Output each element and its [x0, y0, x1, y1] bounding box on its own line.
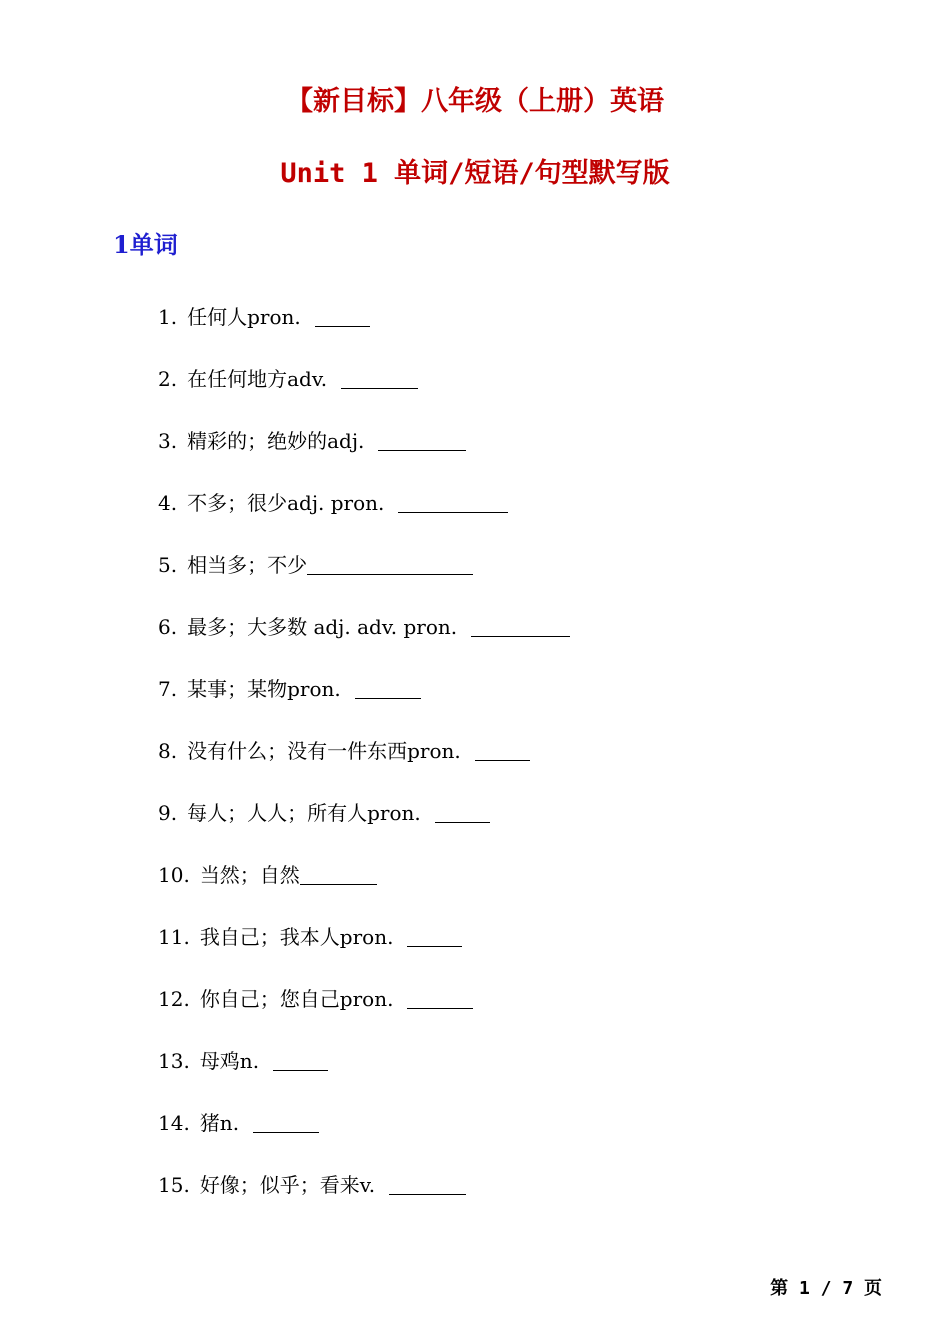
item-number: 1.: [158, 305, 178, 329]
answer-blank[interactable]: [355, 672, 421, 699]
list-item: [158, 548, 570, 610]
answer-blank[interactable]: [407, 982, 473, 1009]
document-title: 【新目标】八年级（上册）英语: [286, 86, 664, 117]
item-number: 9.: [158, 801, 178, 825]
answer-blank[interactable]: [307, 548, 473, 575]
answer-blank[interactable]: [389, 1168, 466, 1195]
item-number: 13.: [158, 1049, 190, 1073]
item-number: 12.: [158, 987, 190, 1011]
item-prompt: 精彩的；绝妙的adj.: [187, 429, 365, 453]
item-prompt: 在任何地方adv.: [187, 367, 328, 391]
vocab-list: [158, 300, 570, 1230]
item-prompt: 当然；自然: [199, 863, 300, 887]
list-item: [158, 672, 570, 734]
answer-blank[interactable]: [253, 1106, 319, 1133]
item-number: 4.: [158, 491, 178, 515]
item-prompt: 母鸡n.: [199, 1049, 260, 1073]
item-prompt: 任何人pron.: [187, 305, 301, 329]
document-subtitle: Unit 1 单词/短语/句型默写版: [280, 158, 670, 189]
item-number: 5.: [158, 553, 178, 577]
item-prompt: 某事；某物pron.: [187, 677, 341, 701]
item-number: 10.: [158, 863, 190, 887]
list-item: [158, 300, 570, 362]
answer-blank[interactable]: [435, 796, 490, 823]
list-item: [158, 858, 570, 920]
answer-blank[interactable]: [471, 610, 570, 637]
list-item: [158, 486, 570, 548]
answer-blank[interactable]: [398, 486, 508, 513]
list-item: [158, 920, 570, 982]
item-number: 14.: [158, 1111, 190, 1135]
answer-blank[interactable]: [341, 362, 418, 389]
item-number: 3.: [158, 429, 178, 453]
item-prompt: 不多；很少adj. pron.: [187, 491, 385, 515]
item-number: 11.: [158, 925, 190, 949]
item-prompt: 没有什么；没有一件东西pron.: [187, 739, 461, 763]
section-heading: 1单词: [113, 230, 178, 259]
item-prompt: 相当多；不少: [187, 553, 308, 577]
list-item: [158, 982, 570, 1044]
item-number: 15.: [158, 1173, 190, 1197]
item-number: 7.: [158, 677, 178, 701]
item-prompt: 我自己；我本人pron.: [199, 925, 394, 949]
answer-blank[interactable]: [475, 734, 530, 761]
item-prompt: 好像；似乎；看来v.: [199, 1173, 376, 1197]
answer-blank[interactable]: [407, 920, 462, 947]
answer-blank[interactable]: [378, 424, 466, 451]
item-prompt: 每人；人人；所有人pron.: [187, 801, 421, 825]
list-item: [158, 610, 570, 672]
list-item: [158, 734, 570, 796]
page-number: 第 1 / 7 页: [770, 1278, 882, 1299]
list-item: [158, 796, 570, 858]
answer-blank[interactable]: [273, 1044, 328, 1071]
list-item: [158, 1106, 570, 1168]
item-number: 6.: [158, 615, 178, 639]
list-item: [158, 362, 570, 424]
answer-blank[interactable]: [315, 300, 370, 327]
item-prompt: 猪n.: [199, 1111, 240, 1135]
answer-blank[interactable]: [300, 858, 377, 885]
item-prompt: 最多；大多数 adj. adv. pron.: [187, 615, 458, 639]
list-item: [158, 424, 570, 486]
item-prompt: 你自己；您自己pron.: [199, 987, 394, 1011]
list-item: [158, 1168, 570, 1230]
item-number: 2.: [158, 367, 178, 391]
list-item: [158, 1044, 570, 1106]
item-number: 8.: [158, 739, 178, 763]
